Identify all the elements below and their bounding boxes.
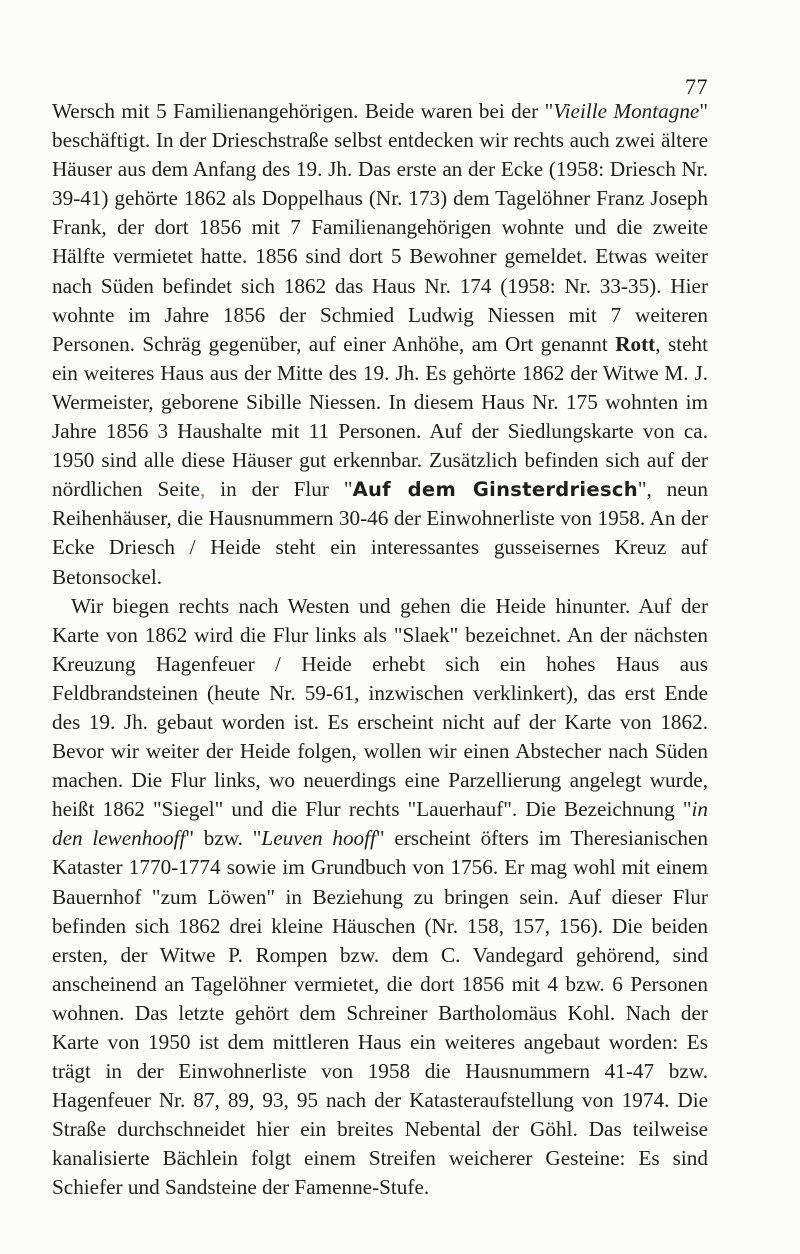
- page-number: 77: [685, 74, 708, 99]
- text-segment: , steht ein weiteres Haus aus der Mitte des 19. Jh. Es gehörte 1862 der Witwe M. J. Wermeister, geborene Sibille Niessen. In diesem Haus Nr. 175 wohnten im Jahre 1856 3 Haushalte mit 11 Personen. Auf der Siedlungskarte von ca. 1950 sind alle diese Häuser gut erkennbar. Zusätzlich befinden sich auf der nördlichen Seite: [52, 331, 708, 502]
- pen-mark: ,: [199, 477, 206, 502]
- text-segment: in der Flur ": [205, 477, 353, 502]
- italic-text: in den lewenhooff: [52, 797, 708, 851]
- italic-text: Leuven hooff: [261, 826, 376, 851]
- italic-text: Vieille Montagne: [553, 99, 700, 123]
- paragraph-2: [52, 592, 708, 1203]
- text-segment: ", neun Reihenhäuser, die Hausnummern 30-46 der Einwohnerliste von 1958. An der Ecke Driesch / Heide steht ein interessantes gusseisernes Kreuz auf Betonsockel.: [52, 477, 708, 589]
- text-segment: " erscheint öfters im Theresianischen Kataster 1770-1774 sowie im Grundbuch von 1756. Er mag wohl mit einem Bauernhof "zum Löwen" in Beziehung zu bringen sein. Auf dieser Flur befinden sich 1862 drei kleine Häuschen (Nr. 158, 157, 156). Die beiden ersten, der Witwe P. Rompen bzw. dem C. Vandegard gehörend, sind anscheinend an Tagelöhner vermietet, die dort 1856 mit 4 bzw. 6 Personen wohnen. Das letzte gehört dem Schreiner Bartholomäus Kohl. Nach der Karte von 1950 ist dem mittleren Haus ein weiteres angebaut worden: Es trägt in der Einwohnerliste von 1958 die Hausnummern 41-47 bzw. Hagenfeuer Nr. 87, 89, 93, 95 nach der Katasteraufstellung von 1974. Die Straße durchschneidet hier ein breites Nebental der Göhl. Das teilweise kanalisierte Bächlein folgt einem Streifen weicherer Gesteine: Es sind Schiefer und Sandsteine der Famenne-Stufe.: [52, 826, 708, 1200]
- bold-field-name: Auf dem Ginsterdriesch: [352, 478, 638, 502]
- bold-place-name: Rott: [615, 331, 656, 356]
- body-text: [52, 97, 708, 1203]
- paragraph-1: [52, 97, 708, 592]
- text-segment: Wir biegen rechts nach Westen und gehen die Heide hinunter. Auf der Karte von 1862 wird die Flur links als "Slaek" bezeichnet. An der nächsten Kreuzung Hagenfeuer / Heide erhebt sich ein hohes Haus aus Feldbrandsteinen (heute Nr. 59-61, inzwischen verklinkert), das erst Ende des 19. Jh. gebaut worden ist. Es erscheint nicht auf der Karte von 1862. Bevor wir weiter der Heide folgen, wollen wir einen Abstecher nach Süden machen. Die Flur links, wo neuerdings eine Parzellierung angelegt wurde, heißt 1862 "Siegel" und die Flur rechts "Lauerhauf". Die Bezeichnung ": [52, 593, 708, 822]
- text-segment: " beschäftigt. In der Drieschstraße selbst entdecken wir rechts auch zwei ältere Häuser aus dem Anfang des 19. Jh. Das erste an der Ecke (1958: Driesch Nr. 39-41) gehörte 1862 als Doppelhaus (Nr. 173) dem Tagelöhner Franz Joseph Frank, der dort 1856 mit 7 Familienangehörigen wohnte und die zweite Hälfte vermietet hatte. 1856 sind dort 5 Bewohner gemeldet. Etwas weiter nach Süden befindet sich 1862 das Haus Nr. 174 (1958: Nr. 33-35). Hier wohnte im Jahre 1856 der Schmied Ludwig Niessen mit 7 weiteren Personen. Schräg gegenüber, auf einer Anhöhe, am Ort genannt: [52, 99, 708, 356]
- text-segment: " bzw. ": [185, 826, 262, 851]
- text-segment: Wersch mit 5 Familienangehörigen. Beide waren bei der ": [52, 99, 554, 123]
